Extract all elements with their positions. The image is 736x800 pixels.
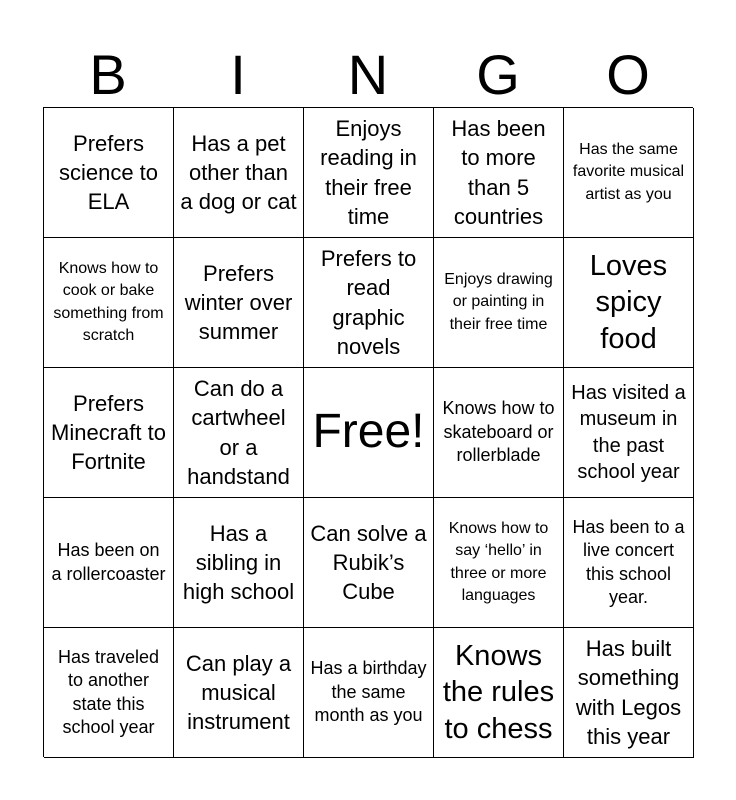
- cell-text: Can play a musical instrument: [185, 650, 292, 735]
- cell-text: Has built something with Legos this year: [575, 636, 682, 749]
- cell-text: Has the same favorite musical artist as you: [572, 140, 685, 203]
- bingo-cell[interactable]: [434, 238, 564, 368]
- cell-text: Has visited a museum in the past school year: [571, 381, 686, 483]
- cell-text: Knows how to cook or bake something from scratch: [53, 259, 164, 344]
- cell-text: Enjoys drawing or painting in their free time: [444, 270, 553, 333]
- bingo-cell[interactable]: [434, 108, 564, 238]
- bingo-cell[interactable]: [44, 498, 174, 628]
- bingo-cell[interactable]: [304, 498, 434, 628]
- bingo-cell[interactable]: [174, 368, 304, 498]
- bingo-cell[interactable]: [174, 108, 304, 238]
- cell-text: Has traveled to another state this school year: [57, 646, 160, 737]
- header-letter-b: B: [89, 43, 127, 106]
- bingo-cell[interactable]: [564, 108, 694, 238]
- cell-text: Knows how to skateboard or rollerblade: [442, 398, 555, 466]
- header-letter-o: O: [606, 43, 650, 106]
- cell-text: Has been to a live concert this school year.: [572, 516, 685, 607]
- bingo-cell[interactable]: [564, 628, 694, 758]
- free-space-text: Free!: [312, 405, 425, 459]
- bingo-cell[interactable]: [304, 108, 434, 238]
- header-letter-i: I: [230, 43, 246, 106]
- bingo-cell[interactable]: [44, 238, 174, 368]
- header-letter-n: N: [347, 43, 389, 106]
- bingo-cell[interactable]: [174, 498, 304, 628]
- bingo-cell[interactable]: [44, 368, 174, 498]
- bingo-cell[interactable]: [304, 238, 434, 368]
- cell-text: Knows the rules to chess: [442, 640, 555, 745]
- cell-text: Has been to more than 5 countries: [451, 116, 546, 229]
- cell-text: Prefers science to ELA: [58, 130, 159, 215]
- cell-text: Has a birthday the same month as you: [310, 658, 427, 726]
- bingo-cell[interactable]: [434, 628, 564, 758]
- cell-text: Can do a cartwheel or a handstand: [187, 376, 290, 489]
- bingo-cell[interactable]: [44, 628, 174, 758]
- bingo-cell[interactable]: [174, 628, 304, 758]
- cell-text: Enjoys reading in their free time: [320, 116, 417, 229]
- bingo-cell[interactable]: [434, 368, 564, 498]
- bingo-cell[interactable]: [44, 108, 174, 238]
- cell-text: Loves spicy food: [589, 250, 668, 355]
- bingo-cell[interactable]: [434, 498, 564, 628]
- cell-text: Has a pet other than a dog or cat: [180, 130, 297, 215]
- bingo-cell[interactable]: [564, 368, 694, 498]
- bingo-cell[interactable]: [564, 238, 694, 368]
- cell-text: Has been on a rollercoaster: [51, 540, 166, 584]
- bingo-cell[interactable]: [564, 498, 694, 628]
- header-letter-g: G: [476, 43, 520, 106]
- cell-text: Prefers to read graphic novels: [320, 246, 417, 359]
- cell-text: Can solve a Rubik’s Cube: [310, 520, 427, 605]
- cell-text: Prefers winter over summer: [184, 260, 293, 345]
- bingo-cell[interactable]: [174, 238, 304, 368]
- cell-text: Prefers Minecraft to Fortnite: [51, 390, 166, 475]
- cell-text: Has a sibling in high school: [182, 520, 295, 605]
- free-space-cell[interactable]: [304, 368, 434, 498]
- bingo-board: [43, 107, 693, 757]
- cell-text: Knows how to say ‘hello’ in three or more languages: [448, 519, 549, 604]
- bingo-cell[interactable]: [304, 628, 434, 758]
- bingo-header: [43, 40, 693, 110]
